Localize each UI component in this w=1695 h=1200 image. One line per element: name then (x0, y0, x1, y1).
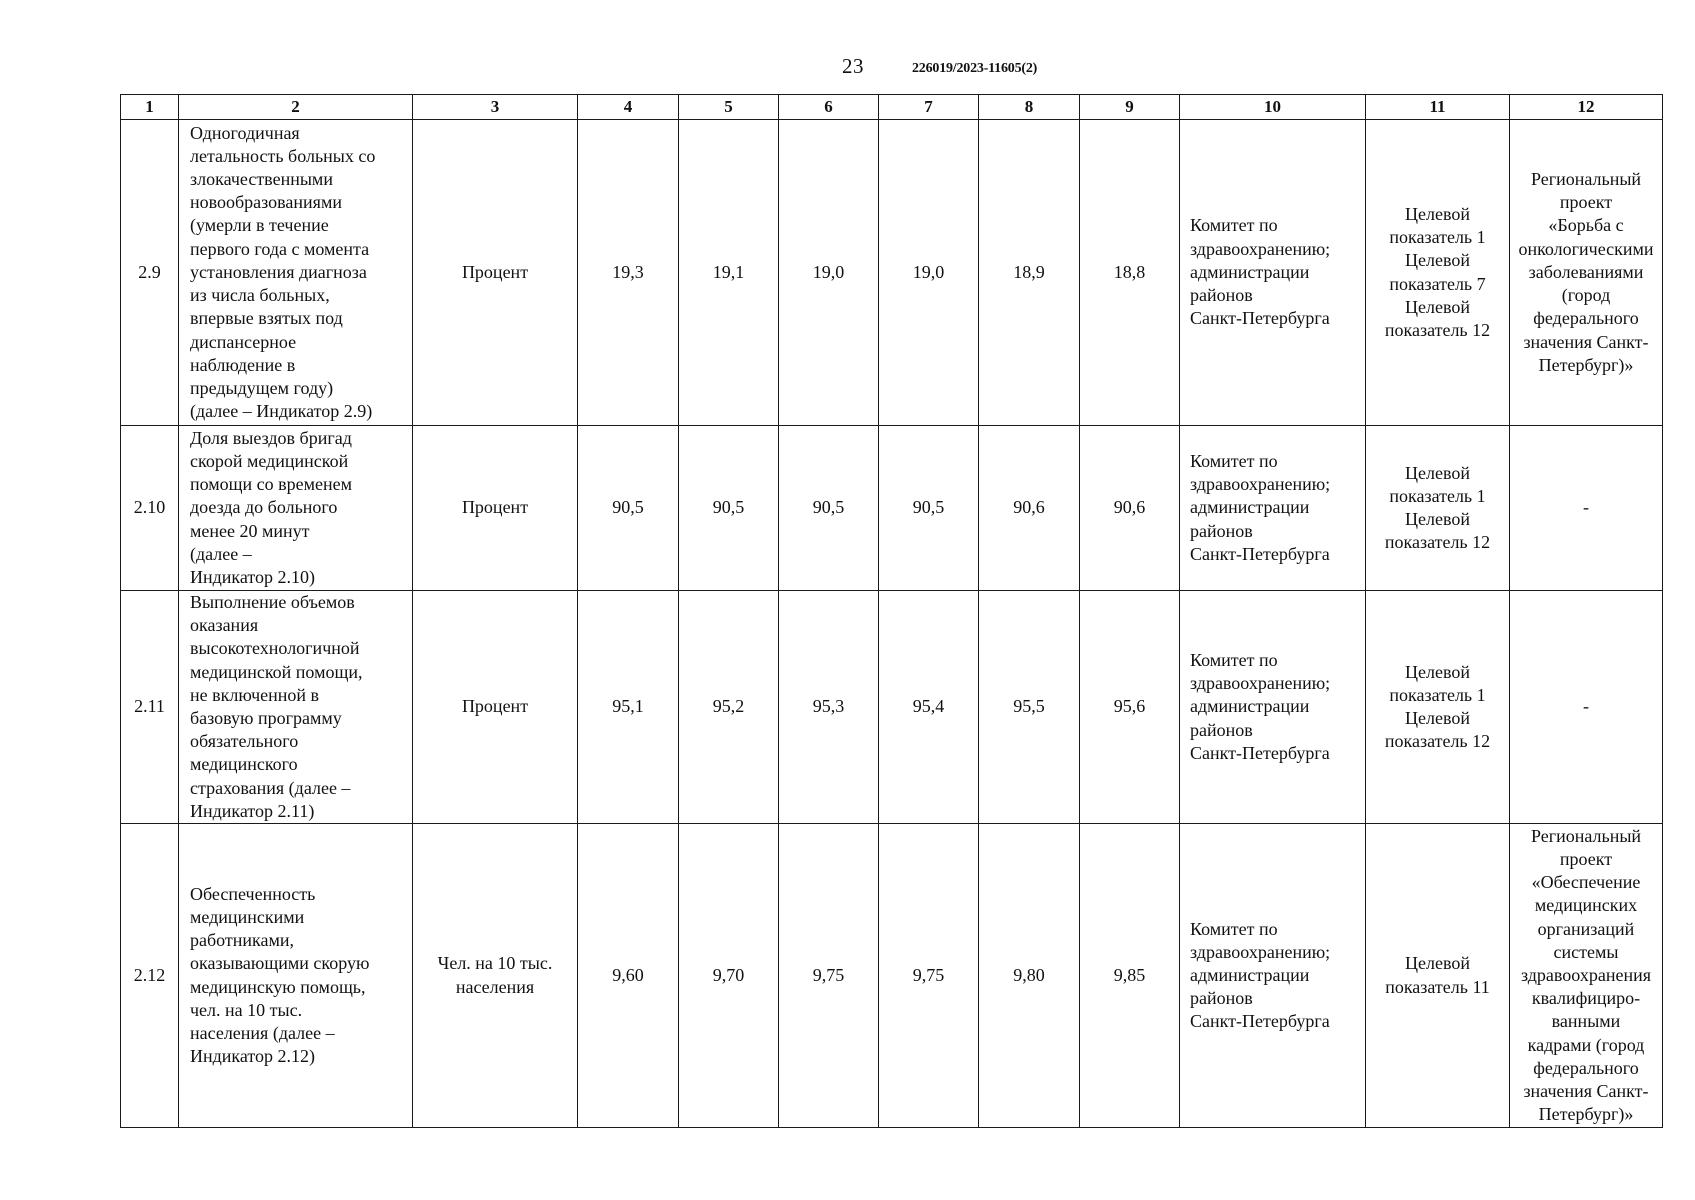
indicator-value: 95,5 (979, 591, 1080, 824)
indicator-value: 90,5 (679, 426, 779, 591)
column-header-6: 6 (779, 95, 879, 120)
text-line: высокотехнологичной (190, 638, 360, 659)
column-header-10: 10 (1180, 95, 1366, 120)
text-line: из числа больных, (190, 285, 330, 306)
text-line: показатель 12 (1384, 319, 1491, 340)
column-number-row (121, 95, 1663, 120)
indicator-value: 19,3 (578, 120, 679, 426)
text-line: проект (1559, 848, 1613, 869)
text-line: администрации (1190, 261, 1310, 282)
table-row (121, 120, 1663, 426)
text-line: «Борьба с (1548, 215, 1624, 236)
table-row (121, 824, 1663, 1128)
column-header-4: 4 (578, 95, 679, 120)
text-line: предыдущем году) (190, 377, 334, 398)
text-line: районов (1190, 988, 1253, 1009)
text-line: населения (далее – (190, 1022, 335, 1043)
text-line: Процент (461, 497, 529, 518)
indicator-name (179, 120, 413, 426)
indicator-value: 90,6 (979, 426, 1080, 591)
text-line: федерального (1533, 308, 1639, 329)
column-header-7: 7 (879, 95, 979, 120)
target-indicators (1366, 120, 1510, 426)
text-line: здравоохранению; (1190, 673, 1331, 694)
responsible-executor (1180, 824, 1366, 1128)
responsible-executor (1180, 426, 1366, 591)
text-line: администрации (1190, 497, 1310, 518)
text-line: (умерли в течение (190, 215, 329, 236)
text-line: здравоохранению; (1190, 941, 1331, 962)
unit-of-measure (413, 120, 578, 426)
text-line: летальность больных со (190, 145, 376, 166)
indicator-value: 95,4 (879, 591, 979, 824)
indicator-number: 2.9 (121, 120, 179, 426)
text-line: Целевой (1405, 661, 1470, 682)
indicator-value: 9,75 (779, 824, 879, 1128)
indicator-value: 9,80 (979, 824, 1080, 1128)
text-line: помощи со временем (190, 474, 353, 495)
text-line: кадрами (город (1527, 1034, 1645, 1055)
target-indicators (1366, 426, 1510, 591)
indicator-value: 95,1 (578, 591, 679, 824)
text-line: Петербург)» (1538, 354, 1634, 375)
regional-project (1510, 120, 1663, 426)
indicator-value: 18,9 (979, 120, 1080, 426)
text-line: Комитет по (1190, 918, 1278, 939)
text-line: чел. на 10 тыс. (190, 999, 303, 1020)
text-line: значения Санкт- (1523, 331, 1649, 352)
indicator-value: 95,3 (779, 591, 879, 824)
text-line: Индикатор 2.11) (190, 800, 315, 821)
indicator-value: 9,60 (578, 824, 679, 1128)
text-line: Индикатор 2.10) (190, 567, 316, 587)
text-line: Комитет по (1190, 215, 1278, 236)
text-line: Чел. на 10 тыс. (437, 953, 553, 974)
text-line: не включенной в (190, 684, 320, 705)
text-line: Целевой (1405, 953, 1470, 974)
text-line: Комитет по (1190, 450, 1278, 471)
text-line: организаций (1537, 918, 1635, 939)
column-header-1: 1 (121, 95, 179, 120)
indicator-name (179, 824, 413, 1128)
unit-of-measure (413, 591, 578, 824)
text-line: Целевой (1405, 708, 1470, 729)
text-line: доезда до больного (190, 497, 338, 518)
responsible-executor (1180, 120, 1366, 426)
column-header-3: 3 (413, 95, 578, 120)
document-id: 226019/2023-11605(2) (912, 61, 1038, 76)
indicator-value: 9,70 (679, 824, 779, 1128)
column-header-8: 8 (979, 95, 1080, 120)
text-line: квалифициро- (1531, 988, 1641, 1009)
indicator-number: 2.11 (121, 591, 179, 824)
column-header-5: 5 (679, 95, 779, 120)
text-line: значения Санкт- (1523, 1080, 1649, 1101)
indicator-value: 19,0 (879, 120, 979, 426)
text-line: медицинских (1534, 895, 1638, 916)
text-line: Процент (461, 696, 529, 717)
text-line: наблюдение в (190, 354, 296, 375)
indicator-value: 90,5 (779, 426, 879, 591)
text-line: показатель 12 (1384, 731, 1491, 752)
text-line: здравоохранения (1520, 964, 1652, 985)
indicator-number: 2.10 (121, 426, 179, 591)
text-line: базовую программу (190, 708, 342, 729)
text-line: работниками, (190, 930, 295, 951)
text-line: (далее – (190, 543, 252, 564)
unit-of-measure (413, 426, 578, 591)
text-line: Целевой (1405, 462, 1470, 483)
indicators-table (120, 94, 1663, 1128)
text-line: скорой медицинской (190, 450, 349, 471)
column-header-11: 11 (1366, 95, 1510, 120)
text-line: злокачественными (190, 169, 333, 190)
text-line: оказывающими скорую (190, 953, 370, 974)
text-line: Процент (461, 261, 529, 282)
text-line: районов (1190, 520, 1253, 541)
text-line: оказания (190, 615, 259, 636)
text-line: Петербург)» (1538, 1104, 1634, 1125)
text-line: администрации (1190, 696, 1310, 717)
text-line: медицинскими (190, 906, 305, 927)
text-line: федерального (1533, 1057, 1639, 1078)
text-line: администрации (1190, 964, 1310, 985)
text-line: - (1583, 497, 1589, 518)
indicator-value: 95,6 (1080, 591, 1180, 824)
text-line: показатель 1 (1389, 684, 1486, 705)
text-line: впервые взятых под (190, 308, 343, 329)
page-number: 23 (842, 54, 864, 78)
text-line: Санкт-Петербурга (1190, 308, 1330, 329)
unit-of-measure (413, 824, 578, 1128)
table-row (121, 426, 1663, 591)
indicator-value: 18,8 (1080, 120, 1180, 426)
text-line: здравоохранению; (1190, 238, 1331, 259)
indicator-value: 90,5 (578, 426, 679, 591)
text-line: «Обеспечение (1531, 872, 1641, 893)
column-header-12: 12 (1510, 95, 1663, 120)
text-line: Индикатор 2.12) (190, 1046, 316, 1067)
text-line: Целевой (1405, 203, 1470, 224)
column-header-2: 2 (179, 95, 413, 120)
text-line: населения (455, 976, 535, 997)
text-line: - (1583, 696, 1589, 717)
indicator-number: 2.12 (121, 824, 179, 1128)
regional-project (1510, 426, 1663, 591)
indicator-value: 95,2 (679, 591, 779, 824)
indicator-name (179, 591, 413, 824)
text-line: Одногодичная (190, 122, 300, 143)
table-row (121, 591, 1663, 824)
text-line: показатель 11 (1385, 976, 1490, 997)
text-line: менее 20 минут (190, 520, 310, 541)
text-line: районов (1190, 285, 1253, 306)
text-line: страхования (далее – (190, 777, 351, 798)
text-line: Обеспеченность (190, 883, 316, 904)
text-line: новообразованиями (190, 192, 342, 213)
text-line: Региональный (1530, 169, 1642, 190)
regional-project (1510, 591, 1663, 824)
regional-project (1510, 824, 1663, 1128)
indicator-value: 90,5 (879, 426, 979, 591)
text-line: Комитет по (1190, 650, 1278, 670)
text-line: Санкт-Петербурга (1190, 1011, 1330, 1032)
column-header-9: 9 (1080, 95, 1180, 120)
text-line: Выполнение объемов (190, 592, 355, 612)
text-line: (город (1561, 285, 1611, 306)
text-line: первого года с момента (190, 238, 370, 259)
text-line: показатель 1 (1389, 227, 1486, 248)
text-line: Целевой (1405, 296, 1470, 317)
target-indicators (1366, 591, 1510, 824)
text-line: заболеваниями (1528, 261, 1644, 282)
text-line: проект (1559, 192, 1613, 213)
indicator-value: 90,6 (1080, 426, 1180, 591)
text-line: Доля выездов бригад (190, 427, 352, 448)
text-line: показатель 12 (1384, 532, 1491, 553)
text-line: показатель 7 (1389, 273, 1486, 294)
text-line: Региональный (1530, 825, 1642, 846)
indicator-value: 19,0 (779, 120, 879, 426)
text-line: (далее – Индикатор 2.9) (190, 401, 373, 422)
responsible-executor (1180, 591, 1366, 824)
text-line: здравоохранению; (1190, 474, 1331, 495)
text-line: обязательного (190, 731, 299, 752)
text-line: диспансерное (190, 331, 297, 352)
indicator-value: 19,1 (679, 120, 779, 426)
text-line: медицинскую помощь, (190, 976, 366, 997)
table-body (121, 120, 1663, 1128)
text-line: Целевой (1405, 509, 1470, 529)
text-line: показатель 1 (1389, 485, 1486, 506)
text-line: медицинского (190, 754, 298, 775)
text-line: Целевой (1405, 250, 1470, 271)
text-line: Санкт-Петербурга (1190, 742, 1330, 763)
text-line: системы (1553, 941, 1619, 962)
indicator-name (179, 426, 413, 591)
text-line: медицинской помощи, (190, 661, 363, 682)
target-indicators (1366, 824, 1510, 1128)
text-line: онкологическими (1518, 238, 1654, 259)
text-line: ванными (1551, 1011, 1621, 1032)
text-line: районов (1190, 719, 1253, 740)
text-line: Санкт-Петербурга (1190, 543, 1330, 564)
indicator-value: 9,75 (879, 824, 979, 1128)
text-line: установления диагноза (190, 261, 367, 282)
indicator-value: 9,85 (1080, 824, 1180, 1128)
